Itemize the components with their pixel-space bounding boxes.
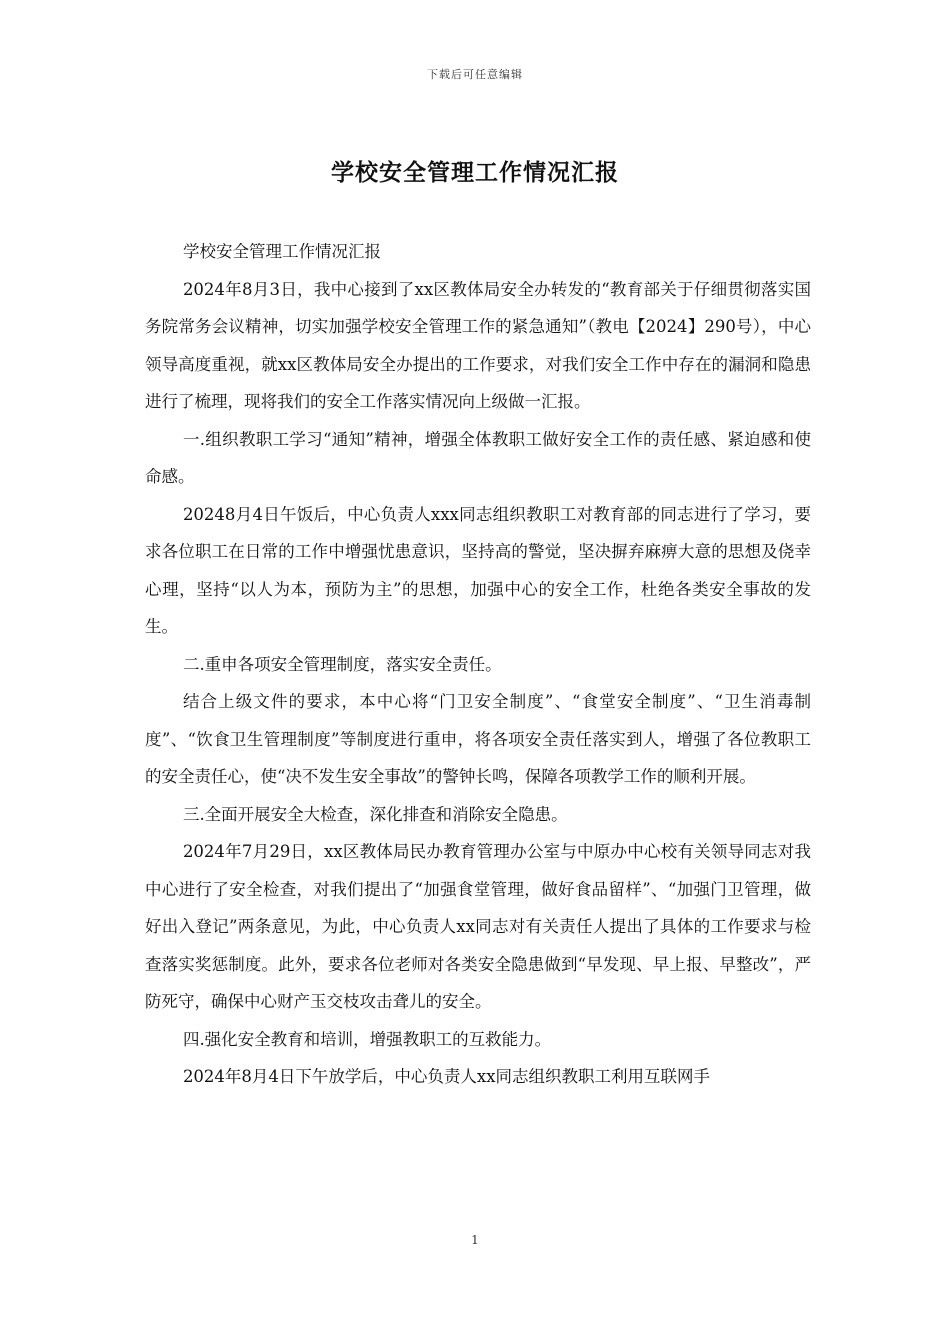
page-number: 1 [471,1233,479,1247]
paragraph-subtitle: 学校安全管理工作情况汇报 [182,242,381,261]
section-heading-3: 三.全面开展安全大检查，深化排查和消除安全隐患。 [182,804,568,824]
paragraph-section-3: 2024年7月29日，xx区教体局民办教育管理办公室与中原办中心校有关领导同志对我中心进行了安全检查，对我们提出了“加强食堂管理，做好食品留样”、“加强门卫管理，做好出入登记”两条意见，为此，中心负责人xx同志对有关责任人提出了具体的工作要求与检查落实奖惩制度。此外，要求各位老师对各类安全隐患做到“早发现、早上报、早整改”，严防死守，确保中心财产玉交枝攻击聋儿的安全。 [145,842,811,1011]
document-body [145,233,811,1096]
document-title: 学校安全管理工作情况汇报 [331,159,619,186]
section-heading-4: 四.强化安全教育和培训，增强教职工的互救能力。 [182,1029,552,1049]
section-heading-1: 一.组织教职工学习“通知”精神，增强全体教职工做好安全工作的责任感、紧迫感和使命感。 [145,429,811,486]
paragraph-section-2: 结合上级文件的要求，本中心将“门卫安全制度”、“食堂安全制度”、“卫生消毒制度”、“饮食卫生管理制度”等制度进行重申，将各项安全责任落实到人，增强了各位教职工的安全责任心，使“决不发生安全事故”的警钟长鸣，保障各项教学工作的顺利开展。 [145,692,811,786]
header-note: 下载后可任意编辑 [427,68,523,81]
paragraph-intro: 2024年8月3日，我中心接到了xx区教体局安全办转发的“教育部关于仔细贯彻落实国务院常务会议精神，切实加强学校安全管理工作的紧急通知”（教电【2024】290号），中心领导高度重视，就xx区教体局安全办提出的工作要求，对我们安全工作中存在的漏洞和隐患进行了梳理，现将我们的安全工作落实情况向上级做一汇报。 [145,279,811,411]
paragraph-section-4: 2024年8月4日下午放学后，中心负责人xx同志组织教职工利用互联网手 [182,1067,711,1086]
section-heading-2: 二.重申各项安全管理制度，落实安全责任。 [182,654,502,674]
paragraph-section-1: 20248月4日午饭后，中心负责人xxx同志组织教职工对教育部的同志进行了学习，要求各位职工在日常的工作中增强忧患意识，坚持高的警觉，坚决摒弃麻痹大意的思想及侥幸心理，坚持“以人为本，预防为主”的思想，加强中心的安全工作，杜绝各类安全事故的发生。 [145,504,811,636]
